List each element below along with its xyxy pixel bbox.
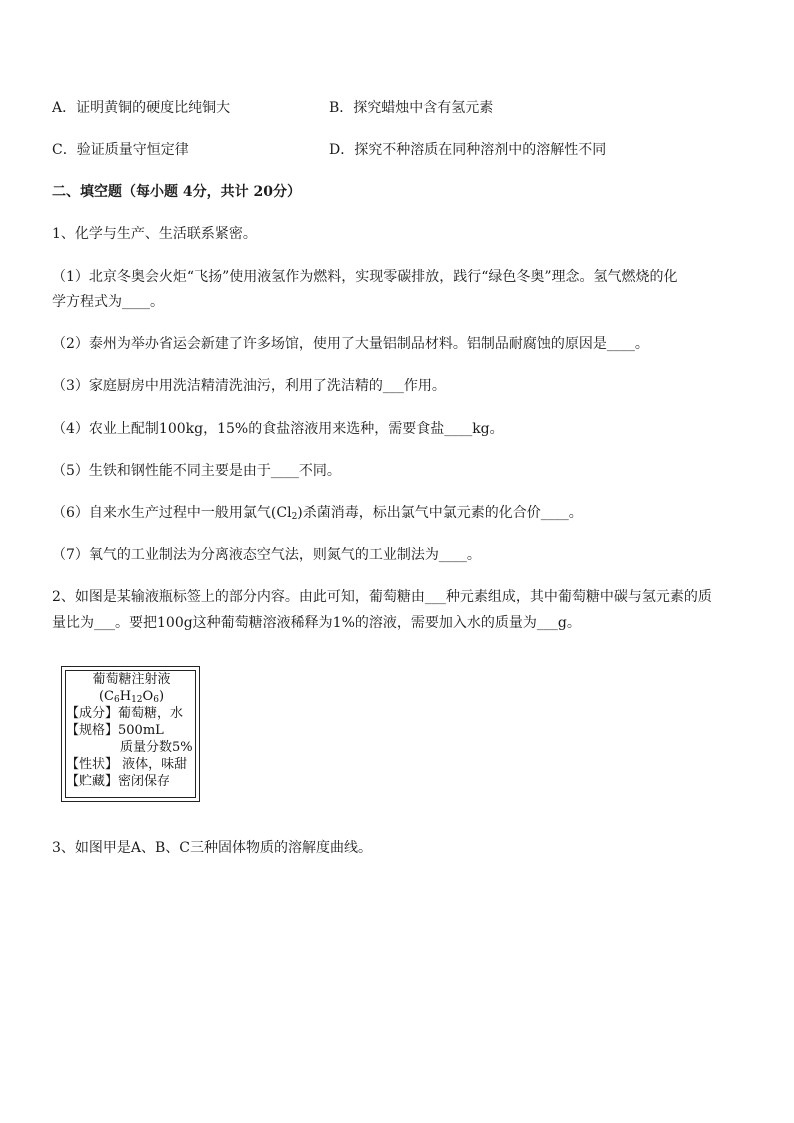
infusion-label-figure <box>61 666 200 802</box>
option-a: A．证明黄铜的硬度比纯铜大 <box>52 100 231 116</box>
label-composition: 【成分】葡萄糖，水 <box>66 706 184 721</box>
question-1-part-1: （1）北京冬奥会火炬“飞扬”使用液氢作为燃料，实现零碳排放，践行“绿色冬奥”理念。氢气燃烧的化 <box>52 269 678 285</box>
section-heading: 二、填空题（每小题 4分，共计 20分） <box>52 184 301 200</box>
label-content <box>66 671 197 790</box>
label-title: 葡萄糖注射液 <box>92 672 171 687</box>
question-1-part-2: （2）泰州为举办省运会新建了许多场馆，使用了大量铝制品材料。铝制品耐腐蚀的原因是____。 <box>52 336 649 352</box>
question-1-part-4: （4）农业上配制100kg，15%的食盐溶液用来选种，需要食盐____kg。 <box>52 421 504 437</box>
label-storage: 【贮藏】密闭保存 <box>66 774 171 789</box>
part-6-text-a: （6）自来水生产过程中一般用氯气(Cl <box>52 505 292 521</box>
option-c: C．验证质量守恒定律 <box>52 142 189 158</box>
question-1-part-5: （5）生铁和钢性能不同主要是由于____不同。 <box>52 463 341 479</box>
question-1-part-7: （7）氧气的工业制法为分离液态空气法，则氮气的工业制法为____。 <box>52 547 481 563</box>
label-mass-fraction: 质量分数5% <box>120 740 193 755</box>
question-2-line-2: 量比为___。要把100g这种葡萄糖溶液稀释为1%的溶液，需要加入水的质量为___g。 <box>52 615 581 631</box>
label-specification: 【规格】500mL <box>66 723 164 738</box>
chlorine-subscript: 2 <box>291 512 298 522</box>
option-b: B．探究蜡烛中含有氢元素 <box>329 100 494 116</box>
label-properties: 【性状】 液体，味甜 <box>66 757 188 772</box>
question-1-part-3: （3）家庭厨房中用洗洁精清洗油污，利用了洗洁精的___作用。 <box>52 378 446 394</box>
part-6-text-b: )杀菌消毒，标出氯气中氯元素的化合价____。 <box>297 505 583 521</box>
option-d: D．探究不种溶质在同种溶剂中的溶解性不同 <box>329 142 607 158</box>
question-1-part-1-cont: 学方程式为____。 <box>52 294 164 310</box>
question-1-part-6 <box>52 503 583 523</box>
question-1-stem: 1、化学与生产、生活联系紧密。 <box>52 226 257 242</box>
label-formula: $(C_6H_{12}O_6)$ <box>98 689 165 705</box>
question-2-line-1: 2、如图是某输液瓶标签上的部分内容。由此可知，葡萄糖由___种元素组成，其中葡萄糖中碳与氢元素的质 <box>52 589 712 605</box>
question-3-stem: 3、如图甲是A、B、C三种固体物质的溶解度曲线。 <box>52 840 373 856</box>
